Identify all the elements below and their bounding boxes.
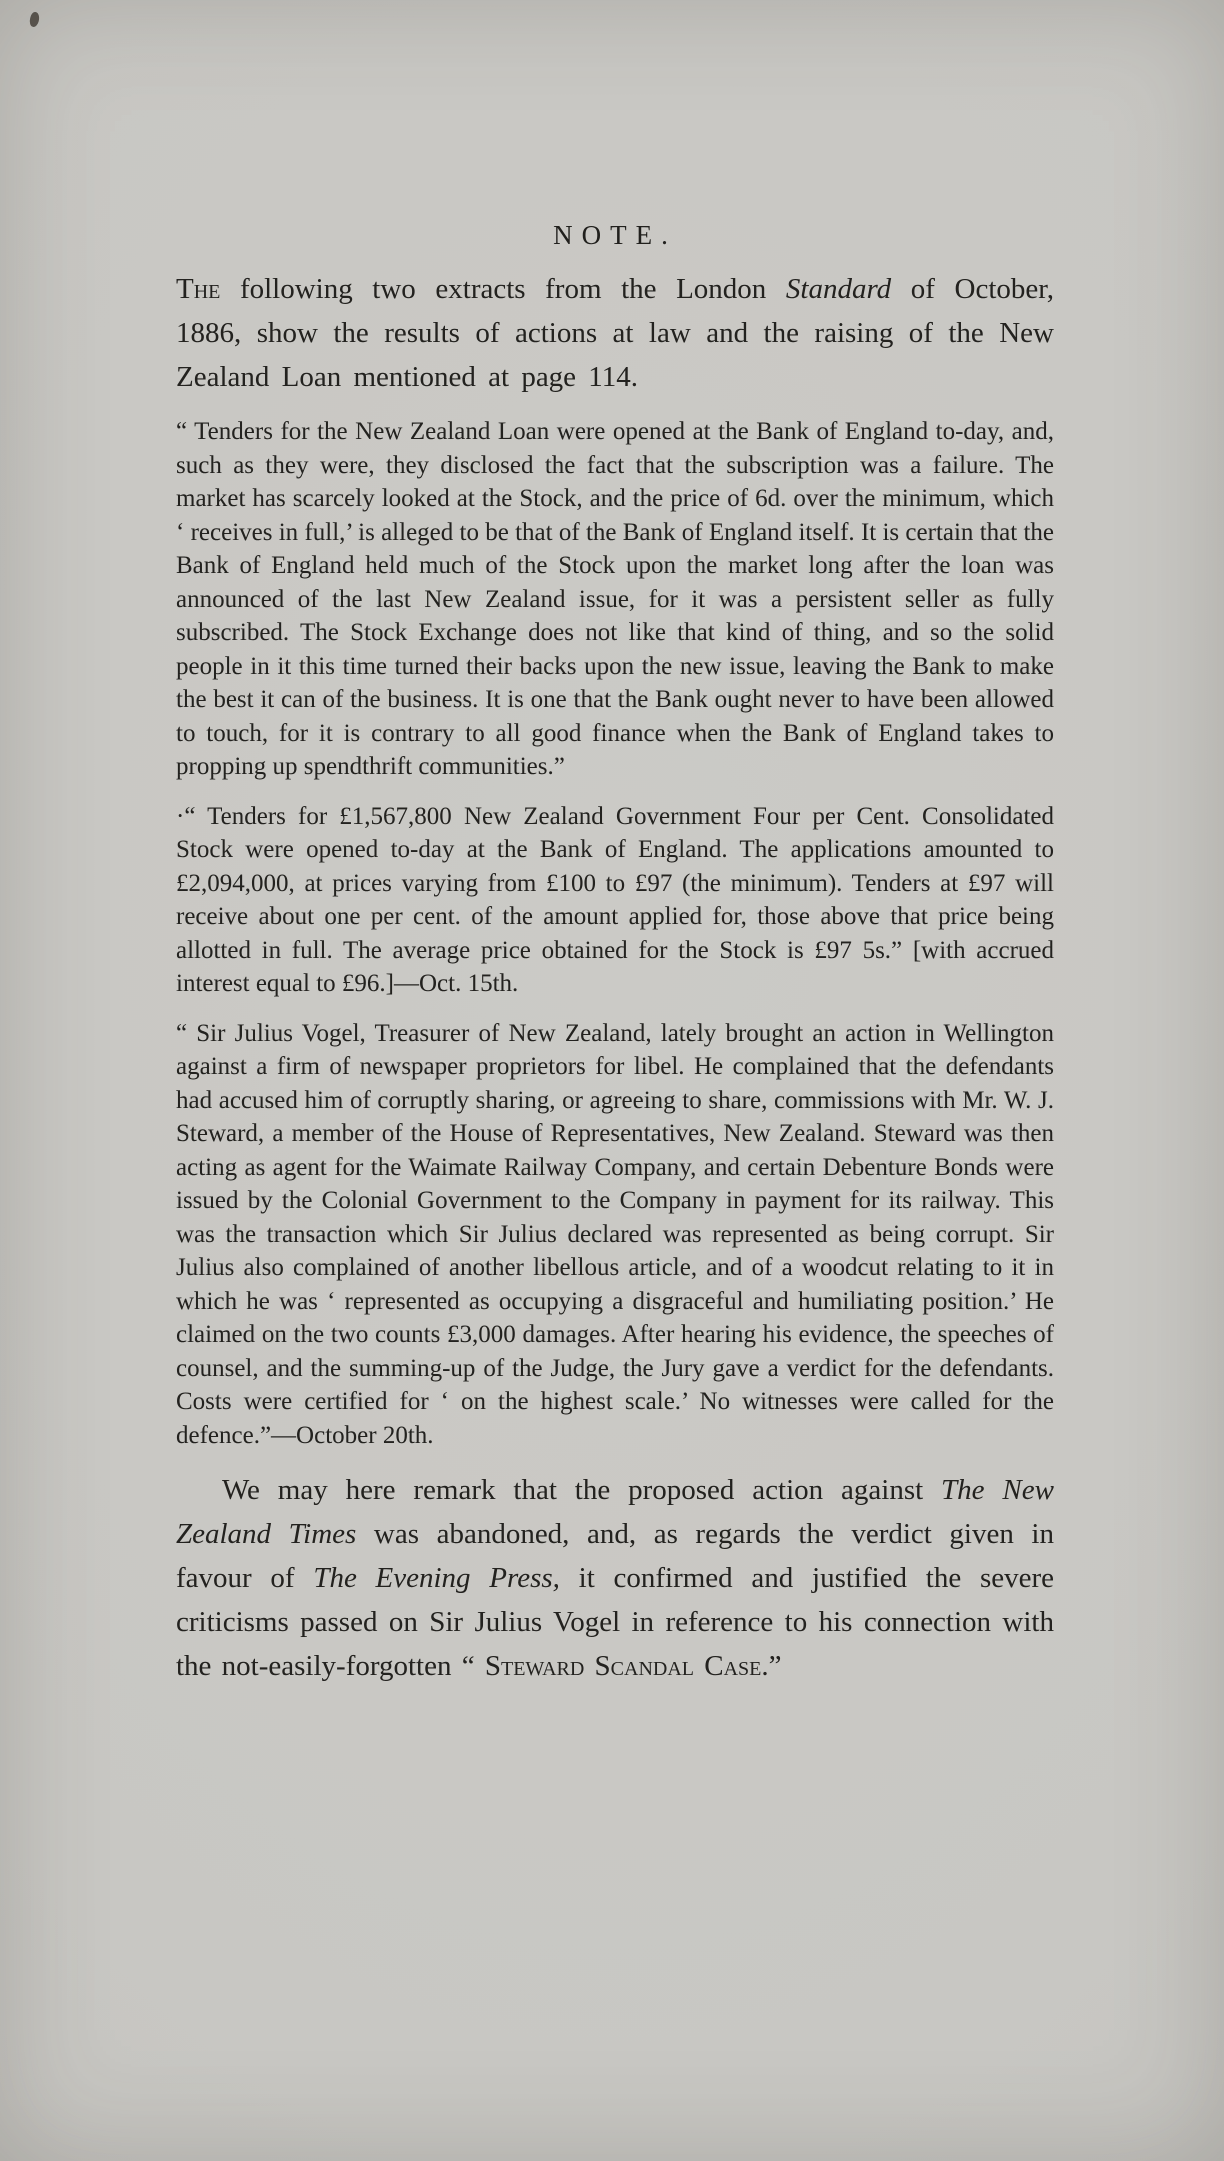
text-run-smallcaps: The: [176, 273, 221, 305]
page-title: NOTE.: [553, 220, 677, 250]
text-run-italic: The Evening Press,: [313, 1562, 560, 1594]
text-run: ·“ Tenders for £1,567,800 New Zealand Government Four per Cent. Consolidated Stock were opened to-day at the Bank of England. The applications amounted to £2,094,000, at prices varying from £100 to £97 (the minimum). Tenders at £97 will receive about one per cent. of the amount applied for, those above that price being allotted in full. The average price obtained for the Stock is £97 5s.” [with accrued interest equal to £96.]—Oct. 15th.: [176, 802, 1054, 997]
ink-speck: [28, 11, 40, 28]
intro-paragraph: [176, 267, 1054, 399]
text-run: We may here remark that the proposed action against: [222, 1474, 942, 1506]
text-run-smallcaps: Steward Scandal Case: [484, 1650, 762, 1682]
text-run: it confirmed and justified the severe criticisms passed on Sir Julius Vogel in reference to his connection with the not-easily-forgotten “: [176, 1562, 1055, 1682]
extract-paragraph-vogel-libel: [176, 1017, 1054, 1453]
text-run: of October, 1886, show the results of actions at law and the raising of the New Zealand Loan mentioned at page 114.: [176, 273, 1054, 393]
text-run-italic: Standard: [785, 273, 892, 305]
extract-paragraph-tenders-opened: [176, 415, 1054, 784]
extract-paragraph-consolidated-stock: [176, 800, 1054, 1001]
text-block: [176, 267, 1054, 1688]
text-run: following two extracts from the London: [220, 273, 786, 305]
text-run: .”: [761, 1650, 782, 1682]
closing-paragraph: [176, 1468, 1054, 1688]
text-run-italic: The New Zealand Times: [176, 1474, 1054, 1550]
text-run: was abandoned, and, as regards the verdict given in favour of: [176, 1518, 1054, 1594]
text-run: “ Tenders for the New Zealand Loan were opened at the Bank of England to-day, and, such as they were, they disclosed the fact that the subscription was a failure. The market has scarcely looked at the Stock, and the price of 6d. over the minimum, which ‘ receives in full,’ is alleged to be that of the Bank of England itself. It is certain that the Bank of England held much of the Stock upon the market long after the loan was announced of the last New Zealand issue, for it was a persistent seller as fully subscribed. The Stock Exchange does not like that kind of thing, and so the solid people in it this time turned their backs upon the new issue, leaving the Bank to make the best it can of the business. It is one that the Bank ought never to have been allowed to touch, for it is contrary to all good finance when the Bank of England takes to propping up spendthrift communities.”: [176, 418, 1054, 780]
text-run: “ Sir Julius Vogel, Treasurer of New Zealand, lately brought an action in Wellington against a firm of newspaper proprietors for libel. He complained that the defendants had accused him of corruptly sharing, or agreeing to share, commissions with Mr. W. J. Steward, a member of the House of Representatives, New Zealand. Steward was then acting as agent for the Waimate Railway Company, and certain Debenture Bonds were issued by the Colonial Government to the Company in payment for its railway. This was the transaction which Sir Julius declared was represented as being corrupt. Sir Julius also complained of another libellous article, and of a woodcut relating to it in which he was ‘ represented as occupying a disgraceful and humiliating position.’ He claimed on the two counts £3,000 damages. After hearing his evidence, the speeches of counsel, and the summing-up of the Judge, the Jury gave a verdict for the defendants. Costs were certified for ‘ on the highest scale.’ No witnesses were called for the defence.”—October 20th.: [176, 1019, 1054, 1449]
